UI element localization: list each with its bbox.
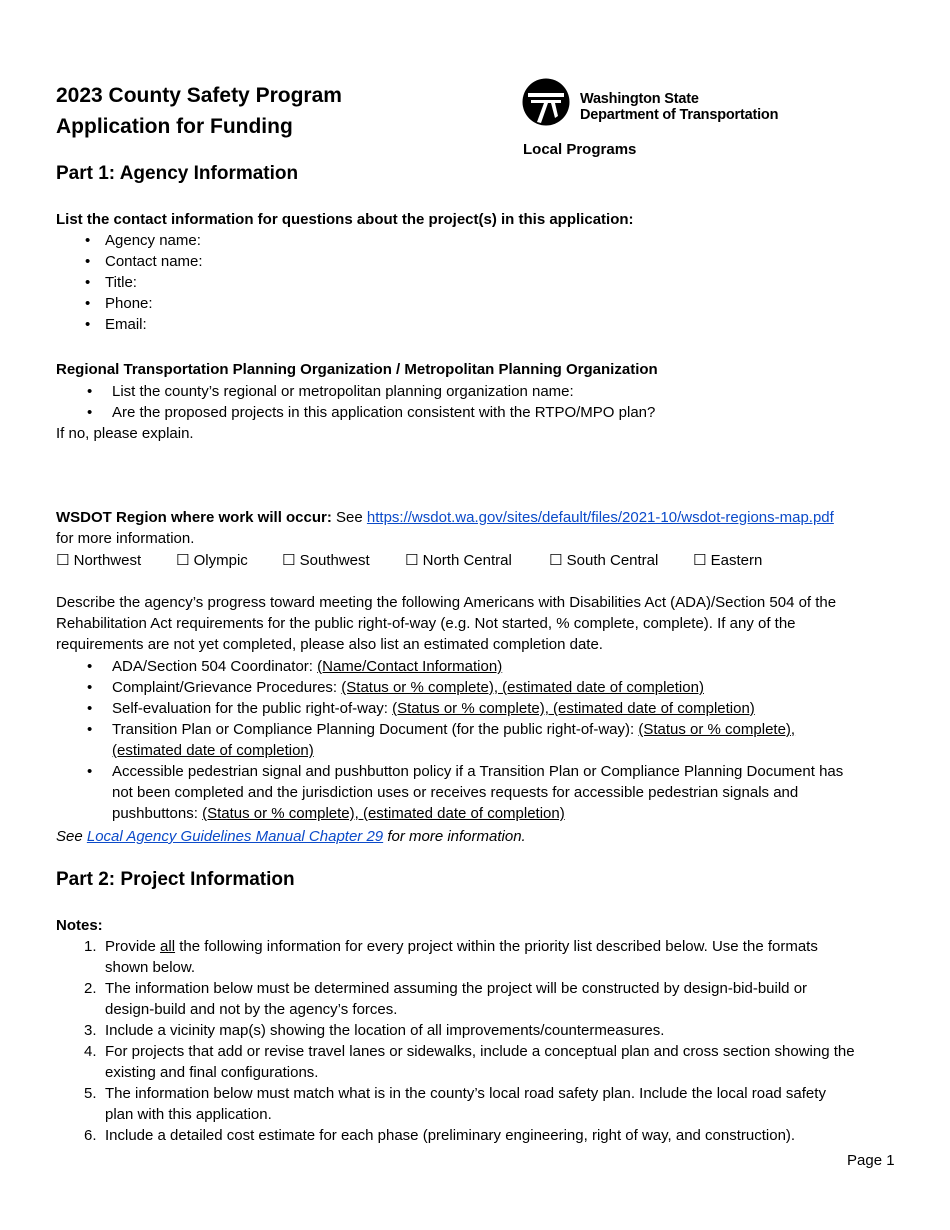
title-line-2: Application for Funding [56, 115, 293, 138]
rtpo-note: If no, please explain. [56, 425, 194, 442]
wsdot-logo-icon [522, 78, 570, 126]
coordinator-field[interactable]: (Name/Contact Information) [317, 658, 503, 675]
note-item: 3. Include a vicinity map(s) showing the location of all improvements/countermeasures. [84, 1022, 665, 1039]
note-item: 5. The information below must match what is in the county’s local road safety plan. Include the local road safety plan with this application. [84, 1085, 826, 1123]
ada-list [56, 656, 843, 824]
region-option-southwest[interactable]: ☐ Southwest [282, 552, 370, 569]
wsdot-logo [522, 78, 822, 128]
region-option-olympic[interactable]: ☐ Olympic [176, 552, 248, 569]
notes-list [56, 936, 855, 1146]
region-option-north-central[interactable]: ☐ North Central [405, 552, 512, 569]
region-option-south-central[interactable]: ☐ South Central [549, 552, 659, 569]
region-instructions [56, 507, 834, 528]
contact-item-contact: • Contact name: [56, 251, 203, 272]
rtpo-item-consistent: • Are the proposed projects in this application consistent with the RTPO/MPO plan? [56, 402, 655, 423]
ada-item-grievance: • Complaint/Grievance Procedures: (Status or % complete), (estimated date of completion) [56, 677, 843, 698]
local-programs-label: Local Programs [523, 141, 637, 158]
checkbox-icon[interactable]: ☐ [693, 552, 707, 569]
region-see: See [331, 509, 367, 526]
document-title [56, 80, 342, 142]
checkbox-icon[interactable]: ☐ [405, 552, 419, 569]
note-item: 1. Provide all the following information for every project within the priority list described below. Use the formats shown below. [84, 938, 818, 976]
ada-item-transition-plan: • Transition Plan or Compliance Planning Document (for the public right-of-way): (Status or % complete), (estimated date of completion) [56, 719, 843, 761]
contact-list [56, 230, 203, 335]
ada-item-self-evaluation: • Self-evaluation for the public right-of-way: (Status or % complete), (estimated date of completion) [56, 698, 843, 719]
regions-map-link[interactable]: https://wsdot.wa.gov/sites/default/files/2021-10/wsdot-regions-map.pdf [366, 509, 834, 526]
logo-text [580, 91, 778, 123]
contact-item-title: • Title: [56, 272, 203, 293]
document-page [56, 0, 896, 1230]
contact-item-agency: • Agency name: [56, 230, 203, 251]
lag-manual-link[interactable]: Local Agency Guidelines Manual Chapter 29 [86, 828, 384, 845]
contact-item-email: • Email: [56, 314, 203, 335]
part1-heading: Part 1: Agency Information [56, 163, 299, 184]
notes-label: Notes: [56, 917, 103, 934]
region-label: WSDOT Region where work will occur: [56, 509, 332, 526]
transition-plan-field-1[interactable]: (Status or % complete), [638, 721, 796, 738]
grievance-field[interactable]: (Status or % complete), (estimated date of completion) [341, 679, 704, 696]
note-item: 2. The information below must be determined assuming the project will be constructed by design-bid-build or design-build and not by the agency’s forces. [84, 980, 808, 1018]
pedestrian-signal-field[interactable]: (Status or % complete), (estimated date of completion) [202, 805, 565, 822]
rtpo-heading: Regional Transportation Planning Organization / Metropolitan Planning Organization [56, 361, 658, 378]
rtpo-list [56, 381, 655, 423]
checkbox-icon[interactable]: ☐ [56, 552, 70, 569]
ada-item-coordinator: • ADA/Section 504 Coordinator: (Name/Contact Information) [56, 656, 843, 677]
checkbox-icon[interactable]: ☐ [549, 552, 563, 569]
note-item: 4. For projects that add or revise travel lanes or sidewalks, include a conceptual plan and cross section showing the existing and final configurations. [84, 1043, 855, 1081]
checkbox-icon[interactable]: ☐ [282, 552, 296, 569]
contact-prompt: List the contact information for questions about the project(s) in this application: [56, 211, 634, 228]
logo-line-2: Department of Transportation [580, 107, 779, 123]
rtpo-item-name: • List the county’s regional or metropolitan planning organization name: [56, 381, 655, 402]
logo-line-1: Washington State [580, 91, 699, 107]
checkbox-icon[interactable]: ☐ [176, 552, 190, 569]
part2-heading: Part 2: Project Information [56, 869, 295, 890]
ada-intro: Describe the agency’s progress toward meeting the following Americans with Disabilities Act (ADA)/Section 504 of the Rehabilitation Act requirements for the public right-of-way (e.g. Not started, % complete, complete). If any of the requirements are not yet completed, please also list an estimated completion date. [56, 594, 837, 653]
ada-item-pedestrian-signal: • Accessible pedestrian signal and pushbutton policy if a Transition Plan or Compliance Planning Document has not been completed and the jurisdiction uses or receives requests for accessible pedestrian signals and pushbuttons: (Status or % complete), (estimated date of completion) [56, 761, 843, 824]
note-item: 6. Include a detailed cost estimate for each phase (preliminary engineering, right of way, and construction). [84, 1127, 796, 1144]
region-option-northwest[interactable]: ☐ Northwest [56, 552, 142, 569]
contact-item-phone: • Phone: [56, 293, 203, 314]
lag-reference: See Local Agency Guidelines Manual Chapter 29 for more information. [56, 828, 526, 845]
transition-plan-field-2[interactable]: (estimated date of completion) [112, 742, 314, 759]
page-number: Page 1 [847, 1152, 895, 1169]
title-line-1: 2023 County Safety Program [56, 84, 342, 107]
region-option-eastern[interactable]: ☐ Eastern [693, 552, 763, 569]
self-evaluation-field[interactable]: (Status or % complete), (estimated date of completion) [392, 700, 755, 717]
region-more: for more information. [56, 530, 195, 547]
